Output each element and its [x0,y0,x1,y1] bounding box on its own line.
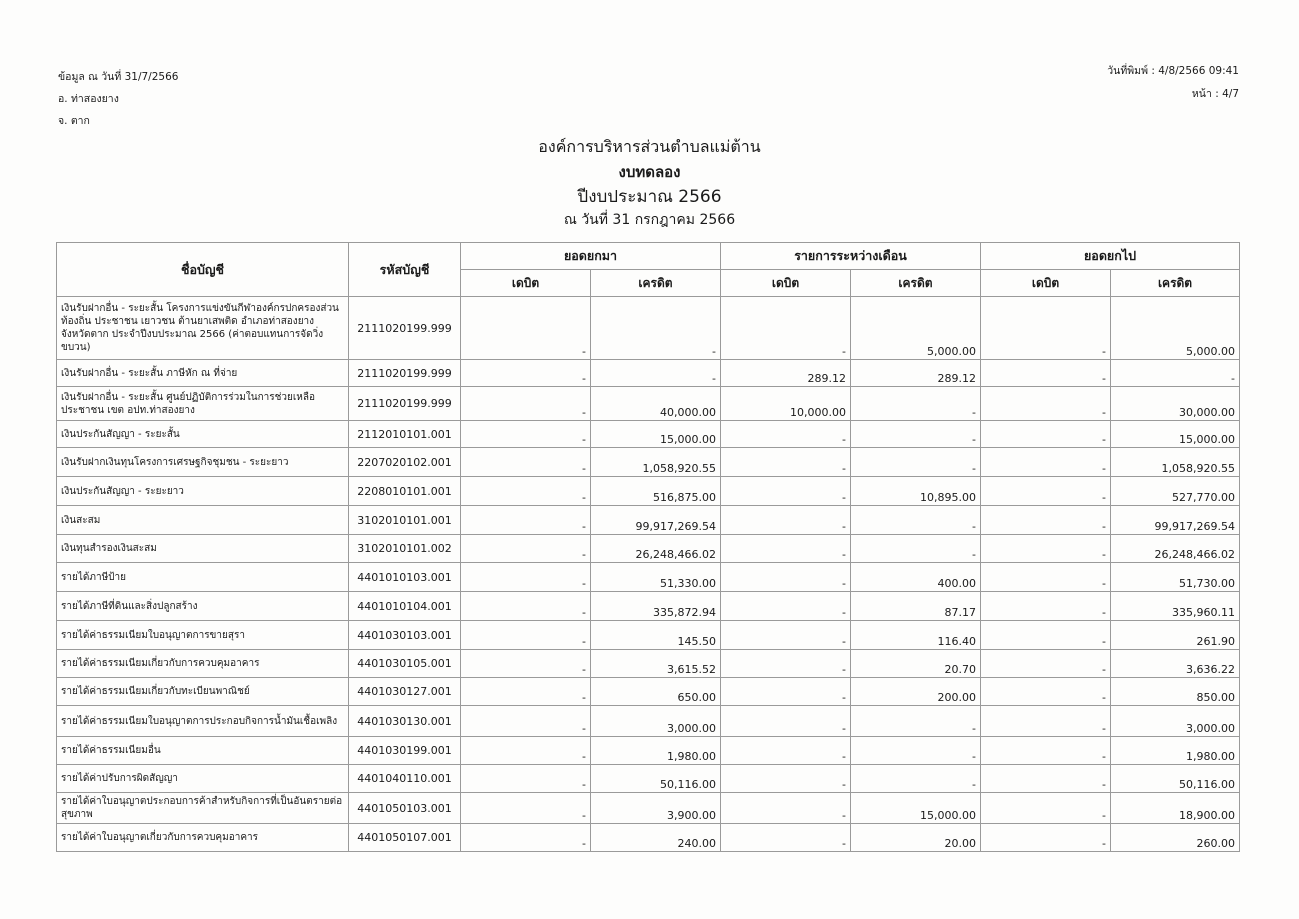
table-row [57,592,1240,621]
month-debit-cell: - [721,477,851,506]
account-name-cell: รายได้ค่าธรรมเนียมอื่น [57,737,349,765]
account-name-cell: รายได้ภาษีป้าย [57,563,349,592]
account-name-cell: รายได้ค่าใบอนุญาตเกี่ยวกับการควบคุมอาคาร [57,824,349,852]
cf-debit-cell: - [981,360,1111,387]
month-debit-cell: 10,000.00 [721,387,851,421]
report-title: งบทดลอง [618,163,681,181]
account-name-cell: รายได้ค่าใบอนุญาตประกอบการค้าสำหรับกิจการที่เป็นอันตรายต่อสุขภาพ [57,793,349,824]
bf-credit-cell: 40,000.00 [591,387,721,421]
account-code-cell: 2207020102.001 [349,448,461,477]
cf-credit-cell: 18,900.00 [1111,793,1240,824]
report-meta-right [1107,60,1239,106]
account-code-cell: 2111020199.999 [349,297,461,360]
cf-debit-cell: - [981,621,1111,650]
header-carried-forward: ยอดยกไป [981,243,1240,270]
bf-debit-cell: - [461,793,591,824]
table-body [57,297,1240,852]
month-debit-cell: - [721,765,851,793]
table-row [57,506,1240,535]
cf-credit-cell: 5,000.00 [1111,297,1240,360]
cf-credit-cell: 1,980.00 [1111,737,1240,765]
bf-credit-cell: 335,872.94 [591,592,721,621]
header-account-name: ชื่อบัญชี [57,243,349,297]
cf-debit-cell: - [981,421,1111,448]
month-credit-cell: 20.00 [851,824,981,852]
month-credit-cell: - [851,506,981,535]
account-name-cell: รายได้ภาษีที่ดินและสิ่งปลูกสร้าง [57,592,349,621]
bf-credit-cell: 3,900.00 [591,793,721,824]
month-credit-cell: - [851,737,981,765]
cf-debit-cell: - [981,765,1111,793]
month-credit-cell: - [851,448,981,477]
bf-credit-cell: 3,000.00 [591,706,721,737]
month-credit-cell: 5,000.00 [851,297,981,360]
cf-debit-cell: - [981,477,1111,506]
account-name-cell: เงินรับฝากอื่น - ระยะสั้น ศูนย์ปฏิบัติการร่วมในการช่วยเหลือประชาชน เขต อปท.ท่าสองยาง [57,387,349,421]
bf-debit-cell: - [461,535,591,563]
bf-debit-cell: - [461,297,591,360]
cf-credit-cell: 261.90 [1111,621,1240,650]
bf-debit-cell: - [461,448,591,477]
table-row [57,387,1240,421]
table-row [57,563,1240,592]
table-row [57,650,1240,678]
month-credit-cell: 87.17 [851,592,981,621]
table-header [57,243,1240,297]
table-row [57,360,1240,387]
table-row [57,421,1240,448]
month-debit-cell: 289.12 [721,360,851,387]
account-code-cell: 4401010104.001 [349,592,461,621]
province: จ. ตาก [58,115,90,127]
cf-debit-cell: - [981,563,1111,592]
bf-credit-cell: 516,875.00 [591,477,721,506]
account-name-cell: เงินรับฝากอื่น - ระยะสั้น ภาษีหัก ณ ที่จ่าย [57,360,349,387]
bf-credit-cell: 51,330.00 [591,563,721,592]
cf-credit-cell: 30,000.00 [1111,387,1240,421]
bf-debit-cell: - [461,421,591,448]
bf-debit-cell: - [461,737,591,765]
month-credit-cell: - [851,706,981,737]
cf-credit-cell: 3,000.00 [1111,706,1240,737]
month-debit-cell: - [721,421,851,448]
bf-debit-cell: - [461,706,591,737]
bf-credit-cell: - [591,360,721,387]
bf-credit-cell: 145.50 [591,621,721,650]
header-credit: เครดิต [591,270,721,297]
cf-credit-cell: 26,248,466.02 [1111,535,1240,563]
cf-debit-cell: - [981,387,1111,421]
account-code-cell: 4401030199.001 [349,737,461,765]
account-name-cell: เงินประกันสัญญา - ระยะสั้น [57,421,349,448]
month-debit-cell: - [721,678,851,706]
cf-credit-cell: 51,730.00 [1111,563,1240,592]
month-credit-cell: 400.00 [851,563,981,592]
bf-credit-cell: 50,116.00 [591,765,721,793]
account-code-cell: 4401010103.001 [349,563,461,592]
header-debit: เดบิต [981,270,1111,297]
bf-credit-cell: - [591,297,721,360]
as-of-date: ณ วันที่ 31 กรกฎาคม 2566 [563,212,736,228]
cf-debit-cell: - [981,737,1111,765]
account-code-cell: 4401050103.001 [349,793,461,824]
cf-credit-cell: 527,770.00 [1111,477,1240,506]
account-code-cell: 3102010101.002 [349,535,461,563]
table-row [57,621,1240,650]
cf-debit-cell: - [981,535,1111,563]
month-debit-cell: - [721,824,851,852]
account-name-cell: เงินรับฝากอื่น - ระยะสั้น โครงการแข่งขันกีฬาองค์กรปกครองส่วนท้องถิ่น ประชาชน เยาวชน ต้านยาเสพติด อำเภอท่าสองยาง จังหวัดตาก ประจำปีงบประมาณ 2566 (ค่าตอบแทนการจัดวิ่งขบวน) [57,297,349,360]
report-titles [0,134,1299,230]
bf-debit-cell: - [461,360,591,387]
print-date: วันที่พิมพ์ : 4/8/2566 09:41 [1107,65,1239,77]
account-code-cell: 4401040110.001 [349,765,461,793]
cf-debit-cell: - [981,448,1111,477]
cf-credit-cell: 3,636.22 [1111,650,1240,678]
cf-credit-cell: 15,000.00 [1111,421,1240,448]
table-row [57,706,1240,737]
month-credit-cell: 116.40 [851,621,981,650]
cf-credit-cell: 850.00 [1111,678,1240,706]
table-row [57,448,1240,477]
bf-debit-cell: - [461,477,591,506]
cf-debit-cell: - [981,706,1111,737]
table-row [57,678,1240,706]
header-debit: เดบิต [721,270,851,297]
account-code-cell: 4401030130.001 [349,706,461,737]
bf-debit-cell: - [461,387,591,421]
month-credit-cell: - [851,421,981,448]
month-credit-cell: 289.12 [851,360,981,387]
cf-debit-cell: - [981,297,1111,360]
header-credit: เครดิต [1111,270,1240,297]
cf-credit-cell: 1,058,920.55 [1111,448,1240,477]
account-code-cell: 4401030103.001 [349,621,461,650]
header-account-code: รหัสบัญชี [349,243,461,297]
account-name-cell: รายได้ค่าธรรมเนียมเกี่ยวกับการควบคุมอาคาร [57,650,349,678]
bf-debit-cell: - [461,765,591,793]
account-code-cell: 2112010101.001 [349,421,461,448]
trial-balance-table [56,242,1240,852]
account-code-cell: 2111020199.999 [349,387,461,421]
account-name-cell: รายได้ค่าธรรมเนียมใบอนุญาตการประกอบกิจการน้ำมันเชื้อเพลิง [57,706,349,737]
bf-credit-cell: 1,058,920.55 [591,448,721,477]
table-row [57,793,1240,824]
bf-credit-cell: 26,248,466.02 [591,535,721,563]
bf-credit-cell: 240.00 [591,824,721,852]
month-debit-cell: - [721,706,851,737]
page-number: หน้า : 4/7 [1191,88,1239,100]
month-credit-cell: 20.70 [851,650,981,678]
month-credit-cell: 10,895.00 [851,477,981,506]
account-name-cell: รายได้ค่าธรรมเนียมใบอนุญาตการขายสุรา [57,621,349,650]
cf-credit-cell: 99,917,269.54 [1111,506,1240,535]
bf-debit-cell: - [461,592,591,621]
month-credit-cell: 200.00 [851,678,981,706]
header-during-month: รายการระหว่างเดือน [721,243,981,270]
account-name-cell: เงินรับฝากเงินทุนโครงการเศรษฐกิจชุมชน - ระยะยาว [57,448,349,477]
cf-credit-cell: - [1111,360,1240,387]
table-row [57,297,1240,360]
data-date: ข้อมูล ณ วันที่ 31/7/2566 [58,71,179,83]
report-meta-left [58,66,178,132]
account-code-cell: 4401050107.001 [349,824,461,852]
bf-credit-cell: 1,980.00 [591,737,721,765]
bf-debit-cell: - [461,621,591,650]
cf-debit-cell: - [981,793,1111,824]
month-credit-cell: - [851,535,981,563]
table-row [57,737,1240,765]
account-code-cell: 4401030127.001 [349,678,461,706]
account-name-cell: รายได้ค่าธรรมเนียมเกี่ยวกับทะเบียนพาณิชย์ [57,678,349,706]
header-brought-forward: ยอดยกมา [461,243,721,270]
account-code-cell: 3102010101.001 [349,506,461,535]
table-row [57,477,1240,506]
month-credit-cell: - [851,387,981,421]
cf-debit-cell: - [981,650,1111,678]
cf-debit-cell: - [981,824,1111,852]
organization-name: องค์การบริหารส่วนตำบลแม่ต้าน [538,137,761,156]
account-name-cell: เงินสะสม [57,506,349,535]
month-credit-cell: 15,000.00 [851,793,981,824]
month-debit-cell: - [721,535,851,563]
cf-credit-cell: 50,116.00 [1111,765,1240,793]
bf-debit-cell: - [461,563,591,592]
month-debit-cell: - [721,297,851,360]
bf-debit-cell: - [461,824,591,852]
month-credit-cell: - [851,765,981,793]
month-debit-cell: - [721,793,851,824]
account-name-cell: รายได้ค่าปรับการผิดสัญญา [57,765,349,793]
account-name-cell: เงินประกันสัญญา - ระยะยาว [57,477,349,506]
bf-debit-cell: - [461,678,591,706]
month-debit-cell: - [721,563,851,592]
bf-credit-cell: 650.00 [591,678,721,706]
month-debit-cell: - [721,621,851,650]
bf-credit-cell: 99,917,269.54 [591,506,721,535]
bf-credit-cell: 15,000.00 [591,421,721,448]
cf-debit-cell: - [981,678,1111,706]
district: อ. ท่าสองยาง [58,93,119,105]
bf-credit-cell: 3,615.52 [591,650,721,678]
account-code-cell: 2111020199.999 [349,360,461,387]
month-debit-cell: - [721,592,851,621]
cf-debit-cell: - [981,592,1111,621]
table-row [57,765,1240,793]
fiscal-year: ปีงบประมาณ 2566 [577,187,722,207]
account-code-cell: 4401030105.001 [349,650,461,678]
month-debit-cell: - [721,448,851,477]
month-debit-cell: - [721,506,851,535]
bf-debit-cell: - [461,650,591,678]
table-row [57,824,1240,852]
table-row [57,535,1240,563]
header-credit: เครดิต [851,270,981,297]
cf-debit-cell: - [981,506,1111,535]
bf-debit-cell: - [461,506,591,535]
header-debit: เดบิต [461,270,591,297]
month-debit-cell: - [721,650,851,678]
account-name-cell: เงินทุนสำรองเงินสะสม [57,535,349,563]
account-code-cell: 2208010101.001 [349,477,461,506]
cf-credit-cell: 260.00 [1111,824,1240,852]
cf-credit-cell: 335,960.11 [1111,592,1240,621]
month-debit-cell: - [721,737,851,765]
